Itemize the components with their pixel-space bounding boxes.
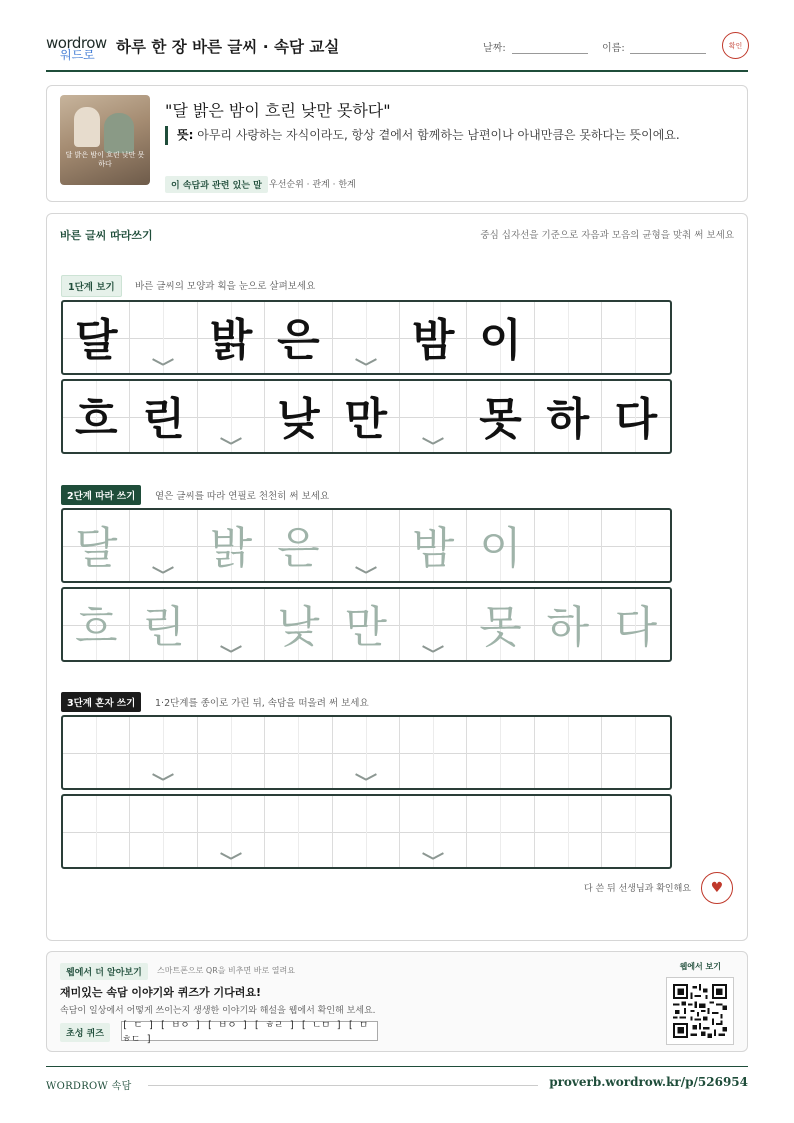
grid-cell[interactable] bbox=[130, 717, 197, 788]
grid-glyph: 밝 bbox=[209, 523, 253, 574]
practice-hint: 중심 십자선을 기준으로 자음과 모음의 균형을 맞춰 써 보세요 bbox=[480, 230, 734, 241]
grid-glyph: 이 bbox=[479, 315, 522, 366]
grid-cell bbox=[265, 381, 332, 452]
meaning-label: 뜻: bbox=[177, 128, 194, 142]
initial-quiz-label: 초성 퀴즈 bbox=[60, 1023, 110, 1042]
grid-glyph: 은 bbox=[277, 523, 320, 574]
grid-cell[interactable] bbox=[333, 510, 400, 581]
practice-title: 바른 글씨 따라쓰기 bbox=[60, 229, 153, 242]
grid-cell bbox=[198, 381, 265, 452]
grid-cell[interactable] bbox=[63, 796, 130, 867]
grid-cell[interactable] bbox=[467, 717, 534, 788]
grid-cell bbox=[198, 302, 265, 373]
web-more-box bbox=[46, 951, 748, 1052]
grid-glyph: 다 bbox=[614, 394, 658, 445]
space-mark-icon bbox=[422, 644, 444, 654]
stage2-desc: 옅은 글씨를 따라 연필로 천천히 써 보세요 bbox=[155, 491, 330, 502]
grid-cell bbox=[63, 302, 130, 373]
grid-glyph: 다 bbox=[614, 602, 658, 653]
grid-glyph: 달 bbox=[74, 315, 118, 366]
grid-glyph: 린 bbox=[142, 602, 185, 653]
related-words: 우선순위 · 관계 · 한계 bbox=[269, 180, 356, 190]
grid-glyph: 만 bbox=[344, 394, 388, 445]
grid-cell[interactable] bbox=[467, 589, 534, 660]
grid-glyph: 린 bbox=[142, 394, 185, 445]
web-more-desc: 속담이 일상에서 어떻게 쓰이는지 생생한 이야기와 해설을 웹에서 확인해 보세요. bbox=[60, 1006, 376, 1016]
grid-cell bbox=[63, 381, 130, 452]
grid-cell[interactable] bbox=[535, 717, 602, 788]
page-footer bbox=[46, 1066, 748, 1092]
stage1-row-1 bbox=[61, 300, 672, 375]
space-mark-icon bbox=[422, 851, 444, 861]
grid-glyph: 달 bbox=[74, 523, 118, 574]
grid-cell[interactable] bbox=[535, 510, 602, 581]
grid-cell bbox=[467, 381, 534, 452]
space-mark-icon bbox=[152, 772, 174, 782]
stage1-label: 1단계 보기 bbox=[61, 275, 122, 297]
name-field[interactable] bbox=[630, 53, 706, 54]
space-mark-icon bbox=[355, 565, 377, 575]
stage2-row-2[interactable] bbox=[61, 587, 672, 662]
stage2-label: 2단계 따라 쓰기 bbox=[61, 485, 141, 505]
grid-glyph: 하 bbox=[546, 394, 590, 445]
teacher-check-text: 다 쓴 뒤 선생님과 확인해요 bbox=[583, 884, 691, 894]
teacher-stamp-icon bbox=[722, 32, 749, 59]
grid-cell bbox=[400, 302, 467, 373]
grid-cell[interactable] bbox=[198, 510, 265, 581]
grid-cell[interactable] bbox=[602, 589, 669, 660]
web-view-label: 웹에서 보기 bbox=[679, 962, 721, 971]
grid-glyph: 밤 bbox=[411, 523, 455, 574]
grid-cell[interactable] bbox=[400, 510, 467, 581]
proverb-illustration bbox=[60, 95, 150, 185]
stage2-row-1[interactable] bbox=[61, 508, 672, 583]
grid-glyph: 밤 bbox=[411, 315, 455, 366]
grid-cell bbox=[535, 381, 602, 452]
qr-code-icon[interactable] bbox=[666, 977, 734, 1045]
grid-cell[interactable] bbox=[333, 796, 400, 867]
date-field[interactable] bbox=[512, 53, 588, 54]
illustration-figure bbox=[104, 113, 134, 153]
space-mark-icon bbox=[220, 644, 242, 654]
stamp-text: 확인 bbox=[728, 41, 743, 50]
grid-glyph: 못 bbox=[479, 394, 522, 445]
illustration-caption: 달 밝은 밤이 흐린 낮만 못하다 bbox=[65, 151, 145, 168]
date-label: 날짜: bbox=[483, 43, 506, 54]
logo-wordmark: wordrow bbox=[46, 34, 107, 52]
grid-glyph: 만 bbox=[344, 602, 388, 653]
grid-cell[interactable] bbox=[602, 717, 669, 788]
space-mark-icon bbox=[355, 772, 377, 782]
grid-cell[interactable] bbox=[333, 589, 400, 660]
space-mark-icon bbox=[355, 357, 377, 367]
footer-divider bbox=[148, 1085, 538, 1086]
proverb-title: "달 밝은 밤이 흐린 낮만 못하다" bbox=[165, 101, 391, 120]
stage3-label: 3단계 혼자 쓰기 bbox=[61, 692, 141, 712]
space-mark-icon bbox=[220, 851, 242, 861]
grid-glyph: 하 bbox=[546, 602, 590, 653]
grid-cell bbox=[535, 302, 602, 373]
heart-stamp-icon: ♥ bbox=[701, 872, 733, 904]
grid-cell[interactable] bbox=[265, 717, 332, 788]
proverb-meaning bbox=[165, 126, 720, 145]
grid-cell[interactable] bbox=[198, 796, 265, 867]
logo-korean-wordmark: 워드로 bbox=[60, 48, 95, 62]
web-more-headline: 재미있는 속담 이야기와 퀴즈가 기다려요! bbox=[60, 986, 261, 999]
grid-cell bbox=[467, 302, 534, 373]
grid-glyph: 못 bbox=[479, 602, 522, 653]
grid-glyph: 흐 bbox=[74, 394, 118, 445]
grid-cell[interactable] bbox=[467, 796, 534, 867]
space-mark-icon bbox=[220, 436, 242, 446]
stage3-row-2[interactable] bbox=[61, 794, 672, 869]
grid-cell bbox=[333, 381, 400, 452]
page-title: 하루 한 장 바른 글씨 · 속담 교실 bbox=[116, 38, 340, 56]
grid-cell[interactable] bbox=[198, 717, 265, 788]
grid-cell[interactable] bbox=[467, 510, 534, 581]
footer-brand: WORDROW 속담 bbox=[46, 1081, 132, 1092]
stage1-desc: 바른 글씨의 모양과 획을 눈으로 살펴보세요 bbox=[135, 281, 316, 292]
wordrow-logo bbox=[46, 34, 108, 64]
grid-glyph: 낮 bbox=[277, 394, 320, 445]
stage1-row-2 bbox=[61, 379, 672, 454]
grid-cell bbox=[602, 302, 669, 373]
space-mark-icon bbox=[152, 565, 174, 575]
grid-cell[interactable] bbox=[602, 796, 669, 867]
grid-cell[interactable] bbox=[198, 589, 265, 660]
grid-glyph: 밝 bbox=[209, 315, 253, 366]
web-more-label: 웹에서 더 알아보기 bbox=[60, 963, 148, 980]
related-words-label: 이 속담과 관련 있는 말 bbox=[165, 176, 268, 193]
grid-cell[interactable] bbox=[63, 589, 130, 660]
stage3-row-1[interactable] bbox=[61, 715, 672, 790]
meaning-text: 아무리 사랑하는 자식이라도, 항상 곁에서 함께하는 남편이나 아내만큼은 못하다는 뜻이에요. bbox=[197, 128, 680, 142]
grid-cell[interactable] bbox=[130, 796, 197, 867]
grid-cell[interactable] bbox=[400, 589, 467, 660]
grid-cell bbox=[130, 302, 197, 373]
grid-cell[interactable] bbox=[400, 796, 467, 867]
grid-cell[interactable] bbox=[63, 510, 130, 581]
grid-cell[interactable] bbox=[63, 717, 130, 788]
grid-cell[interactable] bbox=[333, 717, 400, 788]
proverb-card bbox=[46, 85, 748, 202]
grid-cell bbox=[333, 302, 400, 373]
illustration-figure bbox=[74, 107, 100, 147]
page-header bbox=[46, 30, 748, 72]
space-mark-icon bbox=[152, 357, 174, 367]
grid-cell bbox=[602, 381, 669, 452]
name-label: 이름: bbox=[602, 43, 625, 54]
grid-cell bbox=[400, 381, 467, 452]
grid-cell[interactable] bbox=[130, 589, 197, 660]
grid-glyph: 흐 bbox=[74, 602, 118, 653]
grid-glyph: 은 bbox=[277, 315, 320, 366]
grid-cell[interactable] bbox=[130, 510, 197, 581]
stage3-desc: 1·2단계를 종이로 가린 뒤, 속담을 떠올려 써 보세요 bbox=[155, 698, 369, 709]
grid-cell[interactable] bbox=[400, 717, 467, 788]
grid-glyph: 낮 bbox=[277, 602, 320, 653]
qr-hint: 스마트폰으로 QR을 비추면 바로 열려요 bbox=[157, 966, 295, 975]
grid-cell bbox=[130, 381, 197, 452]
grid-cell[interactable] bbox=[265, 589, 332, 660]
grid-cell[interactable] bbox=[602, 510, 669, 581]
grid-cell[interactable] bbox=[265, 796, 332, 867]
grid-cell[interactable] bbox=[265, 510, 332, 581]
footer-url[interactable]: proverb.wordrow.kr/p/526954 bbox=[549, 1075, 748, 1089]
grid-cell[interactable] bbox=[535, 796, 602, 867]
grid-glyph: 이 bbox=[479, 523, 522, 574]
handwriting-practice-section bbox=[46, 213, 748, 941]
grid-cell bbox=[265, 302, 332, 373]
grid-cell[interactable] bbox=[535, 589, 602, 660]
space-mark-icon bbox=[422, 436, 444, 446]
initial-quiz-box: [ ㄷ ] [ ㅂㅇ ] [ ㅂㅇ ] [ ㅎㄹ ] [ ㄴㅁ ] [ ㅁㅎㄷ ] bbox=[121, 1021, 378, 1041]
